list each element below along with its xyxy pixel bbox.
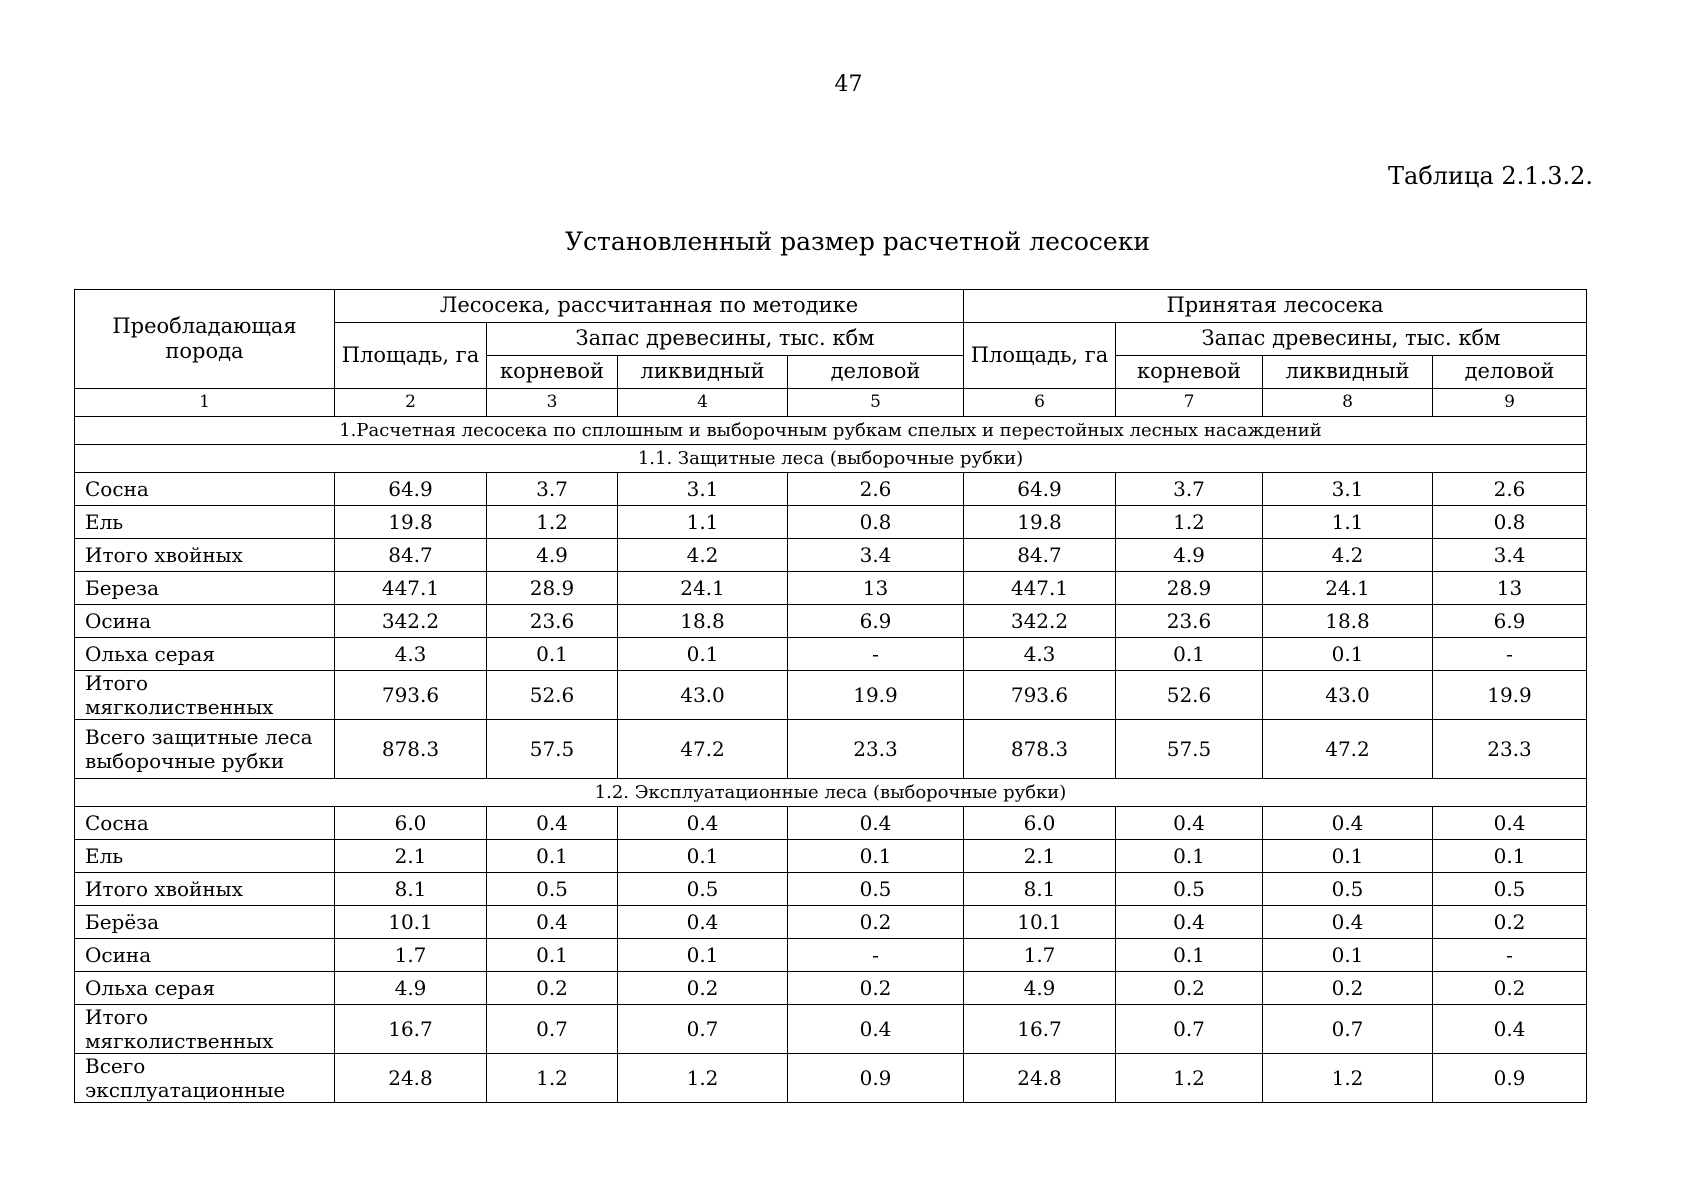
value-cell: 47.2 — [618, 720, 788, 779]
value-cell: 13 — [1433, 572, 1587, 605]
value-cell: 1.2 — [487, 1054, 618, 1103]
value-cell: 0.2 — [1116, 972, 1263, 1005]
value-cell: 23.3 — [1433, 720, 1587, 779]
value-cell: 0.1 — [487, 939, 618, 972]
value-cell: 0.7 — [487, 1005, 618, 1054]
header-accepted-root: корневой — [1116, 356, 1263, 389]
value-cell: 8.1 — [964, 873, 1116, 906]
value-cell: 0.2 — [1433, 972, 1587, 1005]
value-cell: 2.6 — [1433, 473, 1587, 506]
value-cell: 447.1 — [964, 572, 1116, 605]
header-accepted-business: деловой — [1433, 356, 1587, 389]
value-cell: 84.7 — [964, 539, 1116, 572]
value-cell: 18.8 — [618, 605, 788, 638]
value-cell: 2.6 — [788, 473, 964, 506]
value-cell: 1.2 — [1116, 1054, 1263, 1103]
value-cell: 19.8 — [964, 506, 1116, 539]
value-cell: 24.1 — [1263, 572, 1433, 605]
value-cell: 24.8 — [335, 1054, 487, 1103]
value-cell: 4.9 — [1116, 539, 1263, 572]
value-cell: 57.5 — [1116, 720, 1263, 779]
value-cell: 16.7 — [964, 1005, 1116, 1054]
value-cell: 19.9 — [1433, 671, 1587, 720]
value-cell: 4.2 — [618, 539, 788, 572]
value-cell: 0.4 — [487, 807, 618, 840]
column-number: 3 — [487, 389, 618, 417]
table-row — [75, 1054, 1587, 1103]
value-cell: 0.4 — [1263, 906, 1433, 939]
value-cell: 0.1 — [618, 840, 788, 873]
species-name-cell: Сосна — [75, 807, 335, 840]
value-cell: 1.7 — [964, 939, 1116, 972]
value-cell: 6.9 — [1433, 605, 1587, 638]
value-cell: 3.4 — [1433, 539, 1587, 572]
value-cell: 1.2 — [1116, 506, 1263, 539]
value-cell: 10.1 — [335, 906, 487, 939]
species-name-cell: Ольха серая — [75, 638, 335, 671]
value-cell: 0.4 — [788, 807, 964, 840]
table-row — [75, 840, 1587, 873]
value-cell: 0.1 — [1116, 840, 1263, 873]
value-cell: 793.6 — [335, 671, 487, 720]
value-cell: 0.1 — [487, 840, 618, 873]
species-name-cell: Итого хвойных — [75, 539, 335, 572]
value-cell: 0.5 — [1116, 873, 1263, 906]
column-number: 6 — [964, 389, 1116, 417]
header-accepted-group: Принятая лесосека — [964, 290, 1587, 323]
value-cell: 878.3 — [964, 720, 1116, 779]
value-cell: 4.3 — [964, 638, 1116, 671]
value-cell: 342.2 — [335, 605, 487, 638]
header-accepted-area: Площадь, га — [964, 323, 1116, 389]
value-cell: 0.5 — [487, 873, 618, 906]
column-number: 4 — [618, 389, 788, 417]
value-cell: 3.1 — [618, 473, 788, 506]
value-cell: 6.0 — [964, 807, 1116, 840]
value-cell: 0.4 — [487, 906, 618, 939]
value-cell: 0.4 — [618, 807, 788, 840]
value-cell: 0.9 — [1433, 1054, 1587, 1103]
value-cell: 0.2 — [788, 972, 964, 1005]
value-cell: 3.1 — [1263, 473, 1433, 506]
value-cell: 0.2 — [1433, 906, 1587, 939]
table-row — [75, 539, 1587, 572]
value-cell: 0.5 — [618, 873, 788, 906]
value-cell: 3.4 — [788, 539, 964, 572]
header-accepted-stock: Запас древесины, тыс. кбм — [1116, 323, 1587, 356]
value-cell: 0.2 — [788, 906, 964, 939]
species-name-cell: Ель — [75, 840, 335, 873]
value-cell: 1.7 — [335, 939, 487, 972]
value-cell: 0.9 — [788, 1054, 964, 1103]
value-cell: 0.4 — [1263, 807, 1433, 840]
table-row — [75, 906, 1587, 939]
value-cell: 28.9 — [487, 572, 618, 605]
value-cell: 64.9 — [964, 473, 1116, 506]
species-name-cell: Осина — [75, 939, 335, 972]
value-cell: 0.7 — [1116, 1005, 1263, 1054]
value-cell: 0.4 — [618, 906, 788, 939]
species-name-cell: Итого мягколиственных — [75, 1005, 335, 1054]
value-cell: 0.1 — [1433, 840, 1587, 873]
value-cell: 0.1 — [1263, 638, 1433, 671]
table-row — [75, 572, 1587, 605]
species-name-cell: Итого хвойных — [75, 873, 335, 906]
value-cell: 0.1 — [788, 840, 964, 873]
column-number: 7 — [1116, 389, 1263, 417]
value-cell: 23.6 — [1116, 605, 1263, 638]
species-name-cell: Всего защитные леса выборочные рубки — [75, 720, 335, 779]
value-cell: 342.2 — [964, 605, 1116, 638]
header-accepted-liquid: ликвидный — [1263, 356, 1433, 389]
value-cell: - — [1433, 638, 1587, 671]
value-cell: 43.0 — [1263, 671, 1433, 720]
species-name-cell: Осина — [75, 605, 335, 638]
table-title: Установленный размер расчетной лесосеки — [564, 227, 1151, 256]
value-cell: 52.6 — [487, 671, 618, 720]
section-title: 1.Расчетная лесосека по сплошным и выборочным рубкам спелых и перестойных лесных насаждений — [75, 417, 1587, 445]
value-cell: 8.1 — [335, 873, 487, 906]
value-cell: 6.0 — [335, 807, 487, 840]
value-cell: 0.4 — [1116, 906, 1263, 939]
value-cell: 4.9 — [487, 539, 618, 572]
value-cell: 57.5 — [487, 720, 618, 779]
value-cell: 878.3 — [335, 720, 487, 779]
species-name-cell: Итого мягколиственных — [75, 671, 335, 720]
value-cell: 2.1 — [964, 840, 1116, 873]
value-cell: 2.1 — [335, 840, 487, 873]
species-name-cell: Берёза — [75, 906, 335, 939]
value-cell: 0.8 — [1433, 506, 1587, 539]
value-cell: 0.2 — [487, 972, 618, 1005]
table-caption: Таблица 2.1.3.2. — [1388, 162, 1593, 190]
value-cell: 0.4 — [1433, 1005, 1587, 1054]
table-row — [75, 720, 1587, 779]
value-cell: 13 — [788, 572, 964, 605]
species-name-cell: Сосна — [75, 473, 335, 506]
value-cell: 4.3 — [335, 638, 487, 671]
table-row — [75, 807, 1587, 840]
value-cell: 24.8 — [964, 1054, 1116, 1103]
value-cell: 0.1 — [618, 638, 788, 671]
value-cell: - — [1433, 939, 1587, 972]
value-cell: 24.1 — [618, 572, 788, 605]
header-calc-group: Лесосека, рассчитанная по методике — [335, 290, 964, 323]
value-cell: 1.2 — [487, 506, 618, 539]
value-cell: 0.7 — [618, 1005, 788, 1054]
species-name-cell: Ель — [75, 506, 335, 539]
value-cell: 0.1 — [1263, 840, 1433, 873]
value-cell: 16.7 — [335, 1005, 487, 1054]
value-cell: 3.7 — [487, 473, 618, 506]
species-name-cell: Береза — [75, 572, 335, 605]
value-cell: 0.1 — [487, 638, 618, 671]
table-row — [75, 506, 1587, 539]
value-cell: 0.2 — [1263, 972, 1433, 1005]
table-row — [75, 638, 1587, 671]
forest-cutting-table — [74, 289, 1587, 1103]
value-cell: 793.6 — [964, 671, 1116, 720]
value-cell: 0.4 — [788, 1005, 964, 1054]
header-calc-stock: Запас древесины, тыс. кбм — [487, 323, 964, 356]
section-subtitle-protective: 1.1. Защитные леса (выборочные рубки) — [75, 445, 1587, 473]
page-number: 47 — [834, 72, 863, 97]
value-cell: 0.4 — [1116, 807, 1263, 840]
column-number: 8 — [1263, 389, 1433, 417]
value-cell: 52.6 — [1116, 671, 1263, 720]
table-row — [75, 605, 1587, 638]
value-cell: 23.6 — [487, 605, 618, 638]
header-calc-business: деловой — [788, 356, 964, 389]
species-name-cell: Всего эксплуатационные — [75, 1054, 335, 1103]
value-cell: 1.1 — [618, 506, 788, 539]
value-cell: 43.0 — [618, 671, 788, 720]
value-cell: 0.1 — [1116, 939, 1263, 972]
value-cell: 23.3 — [788, 720, 964, 779]
table-row — [75, 939, 1587, 972]
species-name-cell: Ольха серая — [75, 972, 335, 1005]
table-row — [75, 972, 1587, 1005]
value-cell: - — [788, 638, 964, 671]
column-number: 1 — [75, 389, 335, 417]
value-cell: 10.1 — [964, 906, 1116, 939]
value-cell: 0.5 — [788, 873, 964, 906]
value-cell: 84.7 — [335, 539, 487, 572]
column-number: 9 — [1433, 389, 1587, 417]
value-cell: - — [788, 939, 964, 972]
value-cell: 0.1 — [1263, 939, 1433, 972]
section-subtitle-exploitation: 1.2. Эксплуатационные леса (выборочные рубки) — [75, 779, 1587, 807]
value-cell: 0.1 — [618, 939, 788, 972]
value-cell: 0.1 — [1116, 638, 1263, 671]
column-number-row — [75, 389, 1587, 417]
value-cell: 0.7 — [1263, 1005, 1433, 1054]
value-cell: 0.5 — [1433, 873, 1587, 906]
value-cell: 1.2 — [1263, 1054, 1433, 1103]
value-cell: 4.2 — [1263, 539, 1433, 572]
column-number: 2 — [335, 389, 487, 417]
value-cell: 18.8 — [1263, 605, 1433, 638]
value-cell: 4.9 — [335, 972, 487, 1005]
value-cell: 0.5 — [1263, 873, 1433, 906]
header-species: Преобладающая порода — [75, 290, 335, 389]
value-cell: 28.9 — [1116, 572, 1263, 605]
table-row — [75, 671, 1587, 720]
table-row — [75, 1005, 1587, 1054]
header-calc-liquid: ликвидный — [618, 356, 788, 389]
value-cell: 19.9 — [788, 671, 964, 720]
value-cell: 3.7 — [1116, 473, 1263, 506]
table-row — [75, 473, 1587, 506]
header-calc-area: Площадь, га — [335, 323, 487, 389]
value-cell: 4.9 — [964, 972, 1116, 1005]
value-cell: 447.1 — [335, 572, 487, 605]
value-cell: 6.9 — [788, 605, 964, 638]
header-calc-root: корневой — [487, 356, 618, 389]
value-cell: 64.9 — [335, 473, 487, 506]
value-cell: 1.1 — [1263, 506, 1433, 539]
value-cell: 0.4 — [1433, 807, 1587, 840]
value-cell: 0.2 — [618, 972, 788, 1005]
value-cell: 1.2 — [618, 1054, 788, 1103]
value-cell: 19.8 — [335, 506, 487, 539]
column-number: 5 — [788, 389, 964, 417]
value-cell: 0.8 — [788, 506, 964, 539]
value-cell: 47.2 — [1263, 720, 1433, 779]
table-row — [75, 873, 1587, 906]
